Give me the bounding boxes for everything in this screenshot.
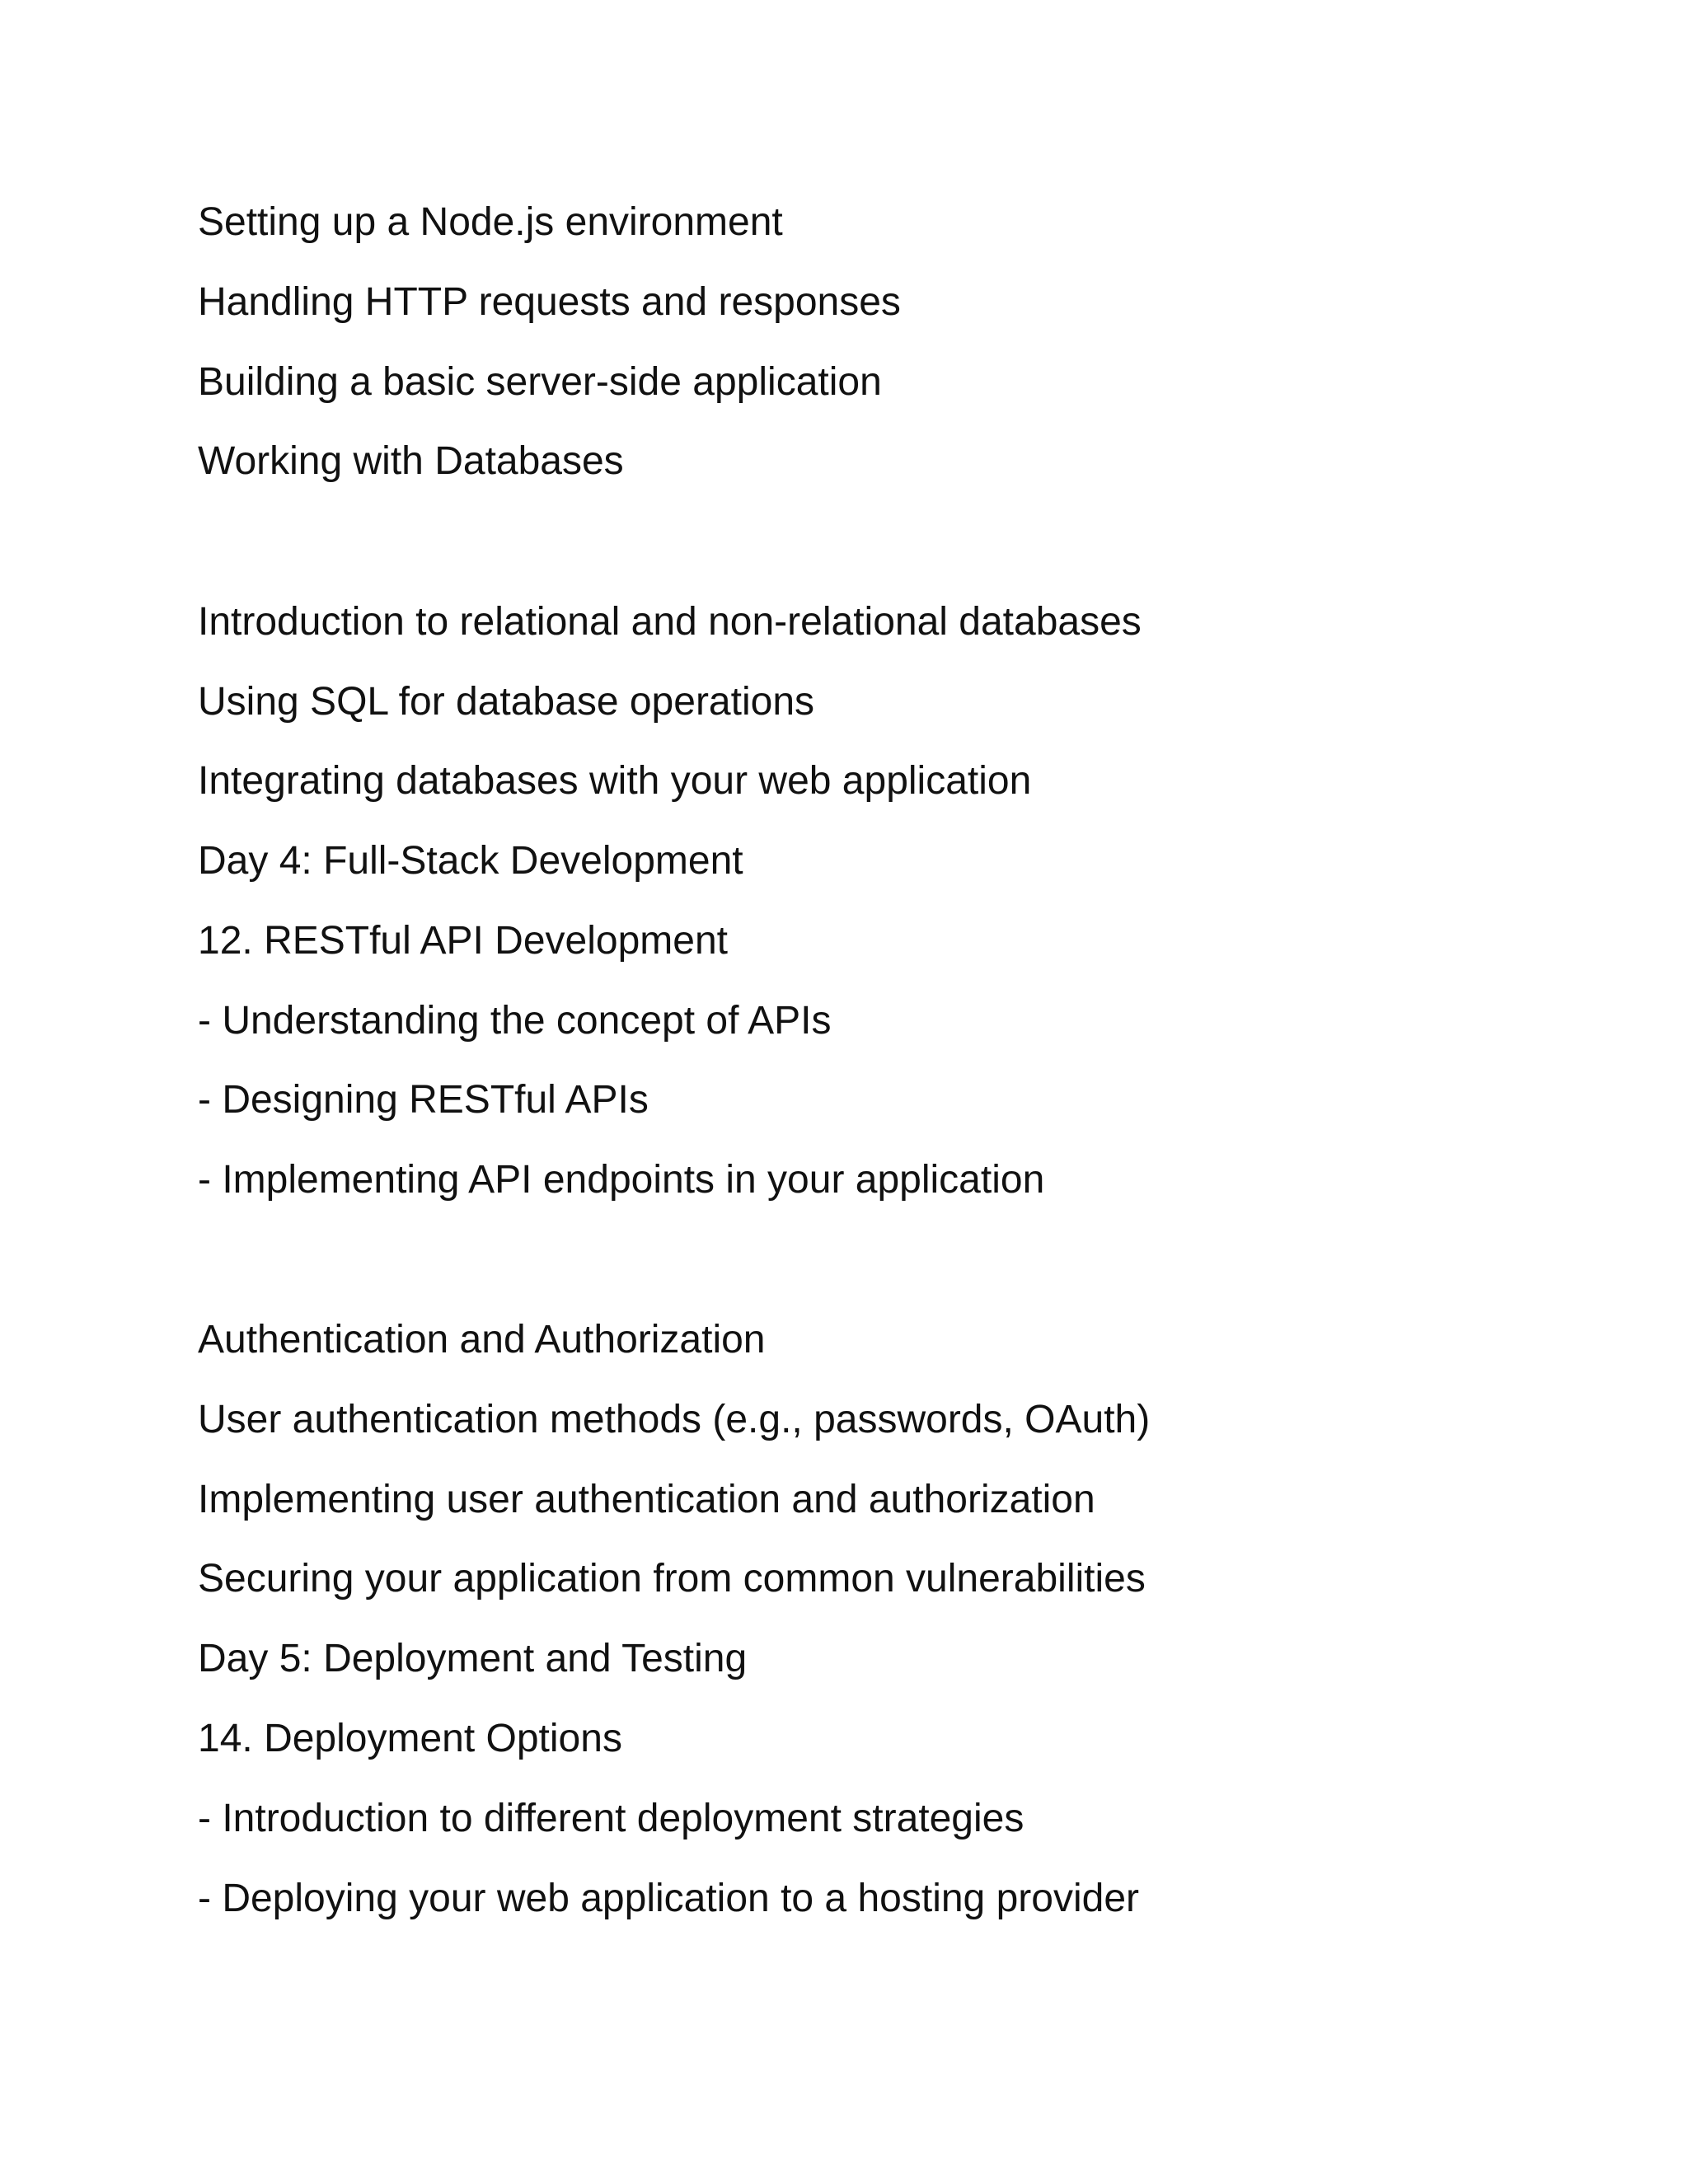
line-setting-up-nodejs: Setting up a Node.js environment	[198, 200, 783, 244]
line-building-server-app: Building a basic server-side application	[198, 360, 882, 404]
line-deployment-options-heading: 14. Deployment Options	[198, 1717, 622, 1760]
line-deploying-to-host: - Deploying your web application to a hosting provider	[198, 1877, 1139, 1920]
line-securing-application: Securing your application from common vulnerabilities	[198, 1557, 1146, 1601]
line-using-sql: Using SQL for database operations	[198, 680, 815, 724]
line-integrating-databases: Integrating databases with your web application	[198, 759, 1032, 803]
line-auth-methods: User authentication methods (e.g., passwords, OAuth)	[198, 1398, 1151, 1441]
line-understanding-apis: - Understanding the concept of APIs	[198, 999, 832, 1043]
line-deployment-strategies: - Introduction to different deployment strategies	[198, 1797, 1025, 1840]
line-implementing-endpoints: - Implementing API endpoints in your application	[198, 1158, 1045, 1202]
line-intro-databases: Introduction to relational and non-relational databases	[198, 600, 1142, 644]
line-auth-heading: Authentication and Authorization	[198, 1318, 766, 1361]
line-restful-api-heading: 12. RESTful API Development	[198, 919, 728, 963]
line-implementing-auth: Implementing user authentication and authorization	[198, 1478, 1095, 1521]
line-handling-http: Handling HTTP requests and responses	[198, 280, 901, 324]
line-designing-apis: - Designing RESTful APIs	[198, 1078, 649, 1122]
line-day-5-heading: Day 5: Deployment and Testing	[198, 1637, 748, 1680]
line-working-with-databases: Working with Databases	[198, 439, 624, 483]
document-body	[198, 0, 1517, 2184]
line-day-4-heading: Day 4: Full-Stack Development	[198, 839, 743, 883]
